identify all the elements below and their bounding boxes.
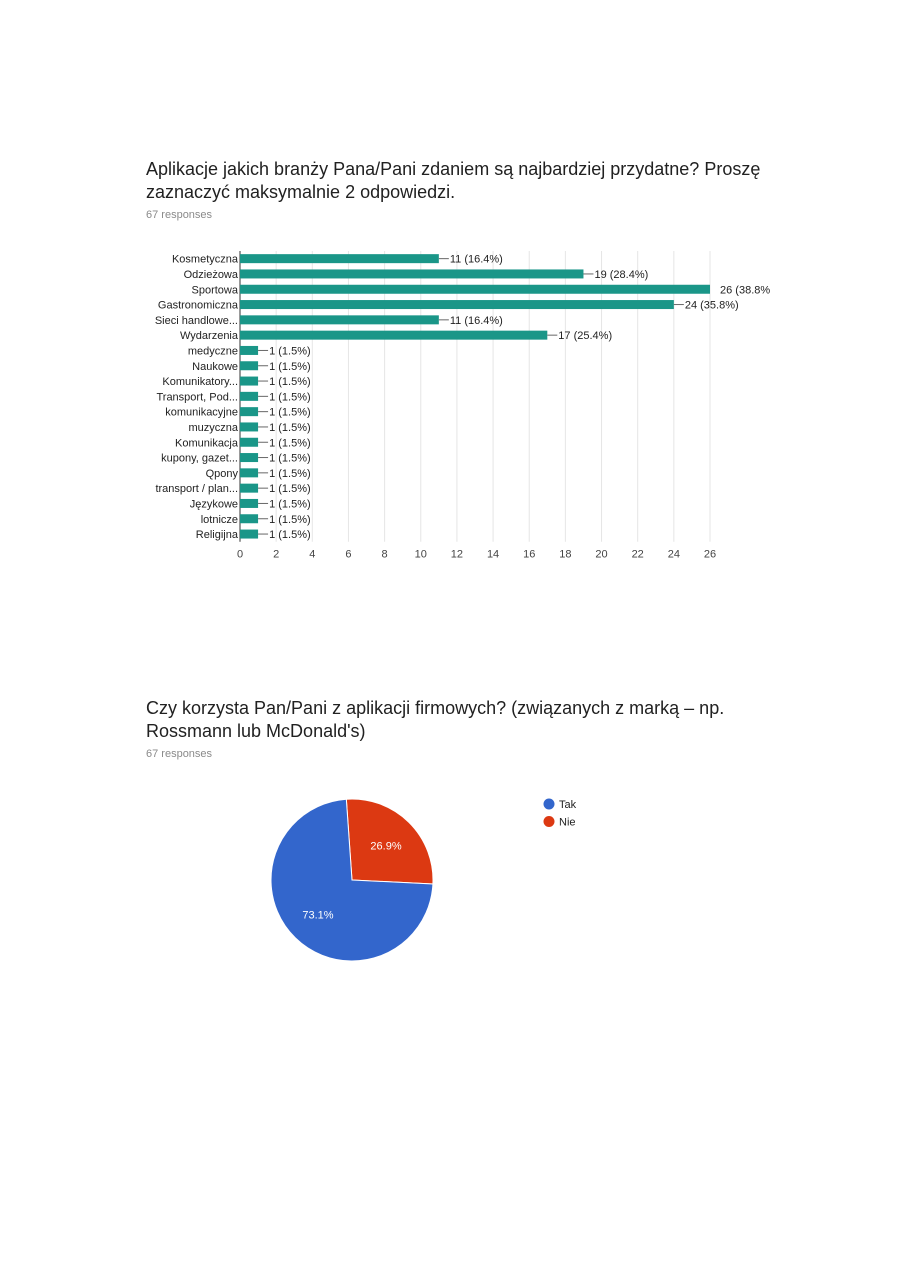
x-tick-label: 8: [381, 548, 388, 561]
legend-swatch: [544, 799, 555, 810]
x-tick-label: 18: [559, 548, 572, 561]
category-label: Kosmetyczna: [171, 253, 238, 266]
data-label: 1 (1.5%): [269, 376, 311, 389]
x-tick-label: 20: [595, 548, 608, 561]
data-label: 17 (25.4%): [558, 330, 613, 343]
data-label: 1 (1.5%): [269, 452, 311, 465]
data-label: 1 (1.5%): [269, 529, 311, 542]
category-label: Religijna: [195, 529, 238, 542]
x-tick-label: 10: [414, 548, 427, 561]
category-label: medyczne: [187, 345, 238, 358]
category-label: Qpony: [205, 467, 238, 480]
data-label: 1 (1.5%): [269, 437, 311, 450]
data-label: 24 (35.8%): [684, 299, 739, 312]
x-tick-label: 2: [273, 548, 280, 561]
category-label: Sportowa: [191, 284, 238, 297]
slice-label: 73.1%: [302, 909, 334, 922]
data-label: 1 (1.5%): [269, 498, 311, 511]
category-label: transport / plan...: [155, 483, 238, 496]
x-tick-label: 24: [667, 548, 680, 561]
category-label: Naukowe: [192, 360, 238, 373]
question-2-response-count: 67 responses: [146, 748, 213, 760]
data-label: 11 (16.4%): [449, 253, 503, 266]
legend-label: Tak: [559, 799, 577, 811]
data-label: 1 (1.5%): [269, 513, 311, 526]
legend-label: Nie: [559, 816, 576, 829]
question-1-title: Aplikacje jakich branży Pana/Pani zdaniem są najbardziej przydatne? Proszę zaznaczyć maksymalnie 2 odpowiedzi.: [146, 159, 761, 202]
category-label: Transport, Pod...: [156, 391, 238, 404]
x-tick-label: 6: [345, 548, 352, 561]
data-label: 1 (1.5%): [269, 421, 311, 434]
category-label: Gastronomiczna: [157, 299, 238, 312]
category-label: kupony, gazet...: [161, 452, 238, 465]
category-label: Sieci handlowe...: [154, 314, 238, 327]
data-label: 1 (1.5%): [269, 391, 311, 404]
category-label: Komunikacja: [175, 437, 238, 450]
data-label: 11 (16.4%): [449, 314, 503, 327]
data-label: 1 (1.5%): [269, 483, 311, 496]
category-label: Komunikatory...: [162, 376, 238, 389]
category-label: lotnicze: [200, 513, 238, 526]
data-label: 1 (1.5%): [269, 467, 311, 480]
question-2-title: Czy korzysta Pan/Pani z aplikacji firmowych? (związanych z marką – np. Rossmann lub McDonald's): [146, 698, 725, 741]
x-tick-label: 4: [309, 548, 316, 561]
legend-swatch: [544, 816, 555, 827]
category-label: Odzieżowa: [183, 268, 238, 281]
data-label: 19 (28.4%): [594, 268, 649, 281]
category-label: muzyczna: [188, 421, 238, 434]
data-label: 1 (1.5%): [269, 406, 311, 419]
category-label: Językowe: [189, 498, 238, 511]
data-label: 1 (1.5%): [269, 360, 311, 373]
slice-label: 26.9%: [370, 840, 402, 853]
x-tick-label: 12: [450, 548, 464, 561]
category-label: komunikacyjne: [165, 406, 238, 419]
x-tick-label: 22: [631, 548, 644, 561]
data-label: 1 (1.5%): [269, 345, 311, 358]
category-label: Wydarzenia: [180, 330, 238, 343]
x-tick-label: 26: [703, 548, 717, 561]
x-tick-label: 14: [486, 548, 500, 561]
data-label: 26 (38.8%: [720, 284, 771, 297]
x-tick-label: 16: [523, 548, 536, 561]
x-tick-label: 0: [236, 548, 244, 561]
question-1-response-count: 67 responses: [146, 209, 213, 221]
